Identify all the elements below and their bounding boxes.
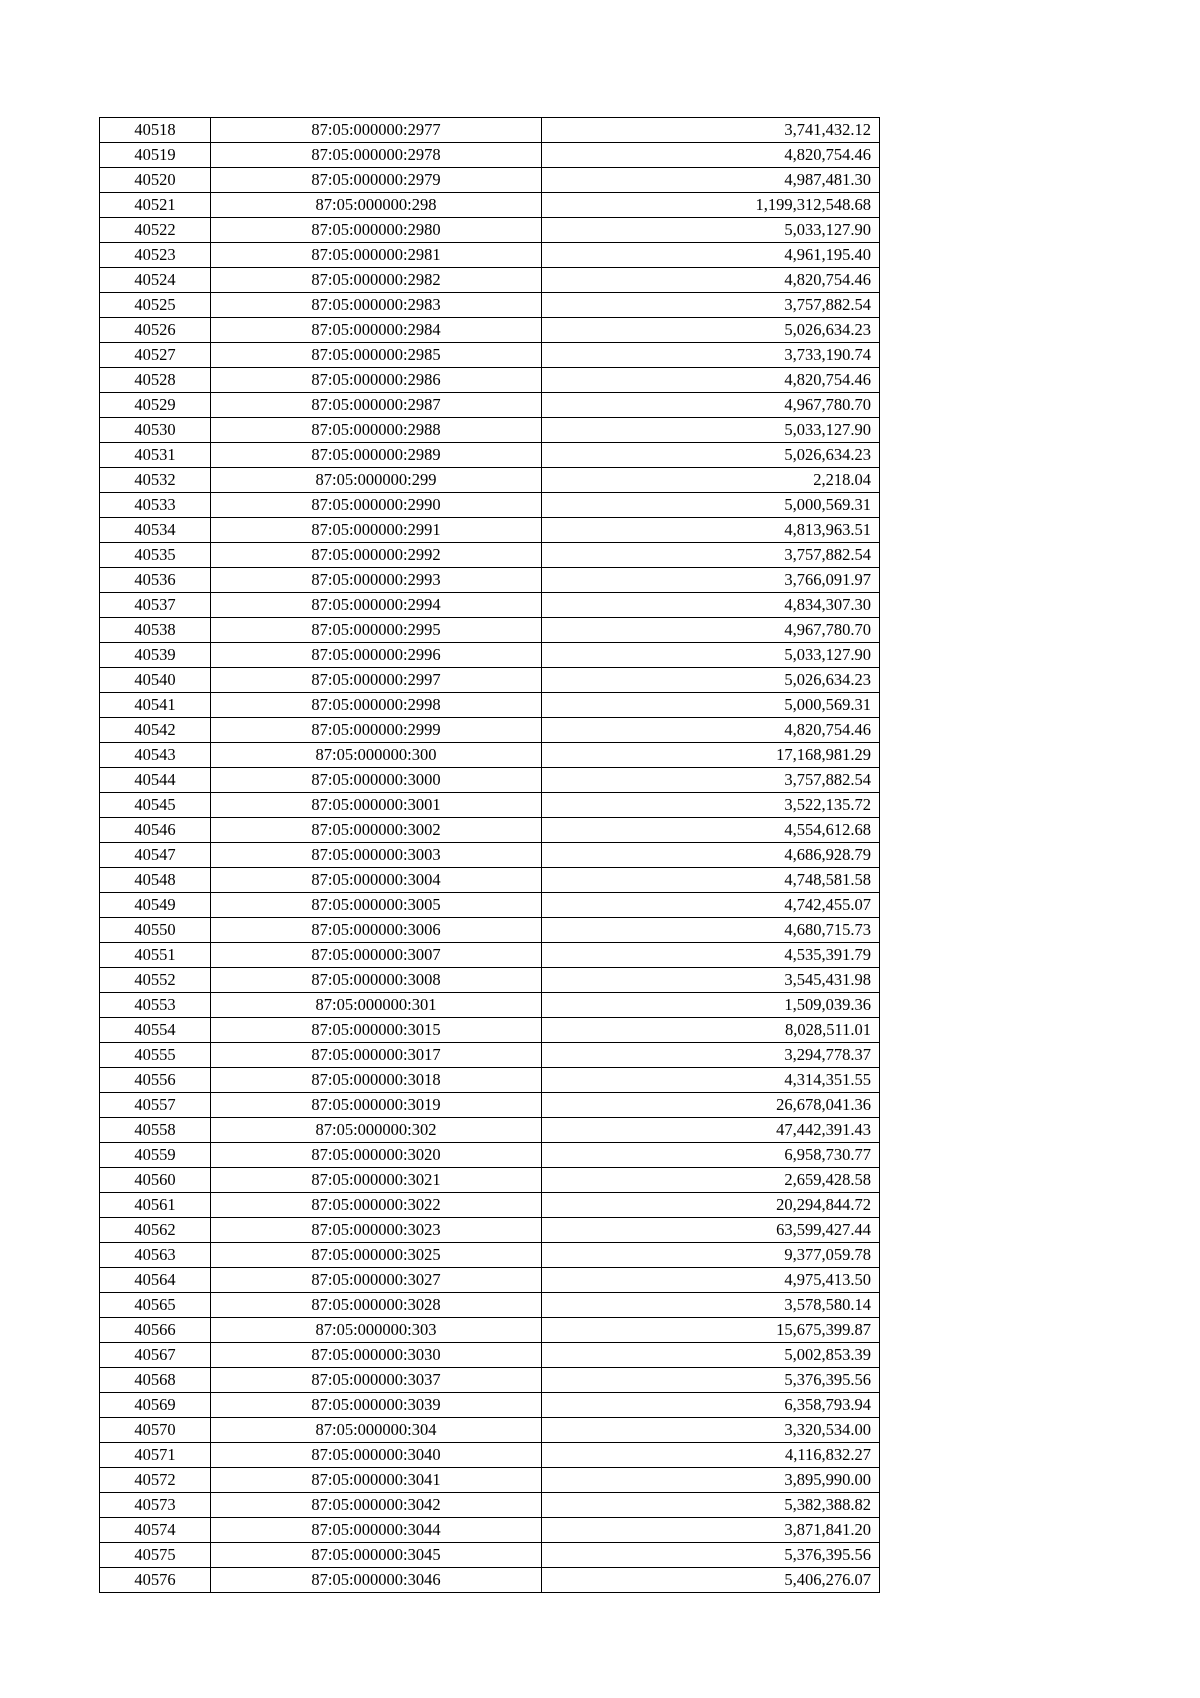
table-row [100,393,880,418]
cadastral-number-cell: 87:05:000000:2977 [211,118,542,143]
cadastral-number-cell: 87:05:000000:3030 [211,1343,542,1368]
row-number-cell: 40522 [100,218,211,243]
value-cell: 3,871,841.20 [542,1518,880,1543]
table-row [100,243,880,268]
row-number-cell: 40519 [100,143,211,168]
value-cell: 9,377,059.78 [542,1243,880,1268]
value-cell: 5,406,276.07 [542,1568,880,1593]
row-number-cell: 40571 [100,1443,211,1468]
document-page [99,117,879,1593]
value-cell: 3,522,135.72 [542,793,880,818]
value-cell: 4,686,928.79 [542,843,880,868]
cadastral-number-cell: 87:05:000000:3021 [211,1168,542,1193]
row-number-cell: 40542 [100,718,211,743]
cadastral-number-cell: 87:05:000000:3037 [211,1368,542,1393]
value-cell: 3,895,990.00 [542,1468,880,1493]
table-row [100,268,880,293]
table-row [100,468,880,493]
cadastral-number-cell: 87:05:000000:3020 [211,1143,542,1168]
value-cell: 4,820,754.46 [542,718,880,743]
row-number-cell: 40518 [100,118,211,143]
table-row [100,1468,880,1493]
row-number-cell: 40553 [100,993,211,1018]
cadastral-number-cell: 87:05:000000:2998 [211,693,542,718]
table-row [100,843,880,868]
row-number-cell: 40569 [100,1393,211,1418]
cadastral-number-cell: 87:05:000000:3023 [211,1218,542,1243]
cadastral-number-cell: 87:05:000000:3002 [211,818,542,843]
row-number-cell: 40534 [100,518,211,543]
cadastral-number-cell: 87:05:000000:2979 [211,168,542,193]
value-cell: 4,834,307.30 [542,593,880,618]
value-cell: 5,376,395.56 [542,1368,880,1393]
table-row [100,593,880,618]
table-row [100,718,880,743]
value-cell: 4,820,754.46 [542,368,880,393]
row-number-cell: 40527 [100,343,211,368]
table-row [100,618,880,643]
value-cell: 5,026,634.23 [542,443,880,468]
table-row [100,1493,880,1518]
row-number-cell: 40563 [100,1243,211,1268]
cadastral-number-cell: 87:05:000000:2994 [211,593,542,618]
table-row [100,518,880,543]
cadastral-number-cell: 87:05:000000:3015 [211,1018,542,1043]
table-row [100,968,880,993]
table-row [100,1068,880,1093]
cadastral-number-cell: 87:05:000000:3025 [211,1243,542,1268]
row-number-cell: 40537 [100,593,211,618]
row-number-cell: 40575 [100,1543,211,1568]
value-cell: 3,545,431.98 [542,968,880,993]
table-row [100,1293,880,1318]
cadastral-number-cell: 87:05:000000:2988 [211,418,542,443]
cadastral-number-cell: 87:05:000000:3044 [211,1518,542,1543]
table-row [100,143,880,168]
value-cell: 4,314,351.55 [542,1068,880,1093]
row-number-cell: 40556 [100,1068,211,1093]
cadastral-number-cell: 87:05:000000:3046 [211,1568,542,1593]
value-cell: 63,599,427.44 [542,1218,880,1243]
row-number-cell: 40552 [100,968,211,993]
value-cell: 5,000,569.31 [542,493,880,518]
table-row [100,218,880,243]
table-row [100,1568,880,1593]
table-row [100,368,880,393]
table-body [100,118,880,1593]
table-row [100,1393,880,1418]
table-row [100,443,880,468]
row-number-cell: 40567 [100,1343,211,1368]
row-number-cell: 40555 [100,1043,211,1068]
table-row [100,418,880,443]
row-number-cell: 40535 [100,543,211,568]
cadastral-value-table [99,117,880,1593]
cadastral-number-cell: 87:05:000000:2986 [211,368,542,393]
cadastral-number-cell: 87:05:000000:2990 [211,493,542,518]
cadastral-number-cell: 87:05:000000:304 [211,1418,542,1443]
table-row [100,568,880,593]
cadastral-number-cell: 87:05:000000:301 [211,993,542,1018]
table-row [100,943,880,968]
cadastral-number-cell: 87:05:000000:3027 [211,1268,542,1293]
value-cell: 5,382,388.82 [542,1493,880,1518]
table-row [100,668,880,693]
row-number-cell: 40521 [100,193,211,218]
value-cell: 17,168,981.29 [542,743,880,768]
value-cell: 4,961,195.40 [542,243,880,268]
value-cell: 3,757,882.54 [542,293,880,318]
value-cell: 2,218.04 [542,468,880,493]
table-row [100,543,880,568]
value-cell: 15,675,399.87 [542,1318,880,1343]
value-cell: 1,509,039.36 [542,993,880,1018]
table-row [100,1268,880,1293]
cadastral-number-cell: 87:05:000000:2981 [211,243,542,268]
value-cell: 3,294,778.37 [542,1043,880,1068]
table-row [100,118,880,143]
row-number-cell: 40523 [100,243,211,268]
cadastral-number-cell: 87:05:000000:3019 [211,1093,542,1118]
cadastral-number-cell: 87:05:000000:2982 [211,268,542,293]
cadastral-number-cell: 87:05:000000:3022 [211,1193,542,1218]
table-row [100,1318,880,1343]
row-number-cell: 40532 [100,468,211,493]
cadastral-number-cell: 87:05:000000:3042 [211,1493,542,1518]
cadastral-number-cell: 87:05:000000:298 [211,193,542,218]
cadastral-number-cell: 87:05:000000:2992 [211,543,542,568]
value-cell: 4,813,963.51 [542,518,880,543]
row-number-cell: 40531 [100,443,211,468]
row-number-cell: 40574 [100,1518,211,1543]
table-row [100,693,880,718]
row-number-cell: 40536 [100,568,211,593]
value-cell: 4,748,581.58 [542,868,880,893]
row-number-cell: 40568 [100,1368,211,1393]
table-row [100,743,880,768]
value-cell: 4,967,780.70 [542,393,880,418]
table-row [100,993,880,1018]
value-cell: 4,554,612.68 [542,818,880,843]
table-row [100,1093,880,1118]
value-cell: 5,376,395.56 [542,1543,880,1568]
row-number-cell: 40549 [100,893,211,918]
value-cell: 6,958,730.77 [542,1143,880,1168]
row-number-cell: 40570 [100,1418,211,1443]
cadastral-number-cell: 87:05:000000:300 [211,743,542,768]
table-row [100,1118,880,1143]
cadastral-number-cell: 87:05:000000:2989 [211,443,542,468]
cadastral-number-cell: 87:05:000000:3000 [211,768,542,793]
value-cell: 5,002,853.39 [542,1343,880,1368]
value-cell: 8,028,511.01 [542,1018,880,1043]
value-cell: 4,820,754.46 [542,143,880,168]
cadastral-number-cell: 87:05:000000:2995 [211,618,542,643]
table-row [100,918,880,943]
cadastral-number-cell: 87:05:000000:2984 [211,318,542,343]
row-number-cell: 40561 [100,1193,211,1218]
value-cell: 5,026,634.23 [542,318,880,343]
table-row [100,493,880,518]
row-number-cell: 40566 [100,1318,211,1343]
row-number-cell: 40525 [100,293,211,318]
row-number-cell: 40550 [100,918,211,943]
table-row [100,1368,880,1393]
value-cell: 3,757,882.54 [542,768,880,793]
row-number-cell: 40551 [100,943,211,968]
value-cell: 4,742,455.07 [542,893,880,918]
table-row [100,168,880,193]
cadastral-number-cell: 87:05:000000:2997 [211,668,542,693]
cadastral-number-cell: 87:05:000000:3045 [211,1543,542,1568]
table-row [100,643,880,668]
row-number-cell: 40528 [100,368,211,393]
cadastral-number-cell: 87:05:000000:3005 [211,893,542,918]
value-cell: 3,757,882.54 [542,543,880,568]
cadastral-number-cell: 87:05:000000:303 [211,1318,542,1343]
value-cell: 4,535,391.79 [542,943,880,968]
cadastral-number-cell: 87:05:000000:299 [211,468,542,493]
cadastral-number-cell: 87:05:000000:3003 [211,843,542,868]
table-row [100,818,880,843]
row-number-cell: 40557 [100,1093,211,1118]
table-row [100,768,880,793]
value-cell: 5,033,127.90 [542,643,880,668]
cadastral-number-cell: 87:05:000000:3008 [211,968,542,993]
table-row [100,1143,880,1168]
cadastral-number-cell: 87:05:000000:3001 [211,793,542,818]
value-cell: 3,320,534.00 [542,1418,880,1443]
row-number-cell: 40558 [100,1118,211,1143]
value-cell: 26,678,041.36 [542,1093,880,1118]
table-row [100,793,880,818]
table-row [100,1218,880,1243]
cadastral-number-cell: 87:05:000000:3007 [211,943,542,968]
table-row [100,293,880,318]
row-number-cell: 40554 [100,1018,211,1043]
cadastral-number-cell: 87:05:000000:2996 [211,643,542,668]
cadastral-number-cell: 87:05:000000:3018 [211,1068,542,1093]
table-row [100,1168,880,1193]
row-number-cell: 40572 [100,1468,211,1493]
cadastral-number-cell: 87:05:000000:3040 [211,1443,542,1468]
value-cell: 4,680,715.73 [542,918,880,943]
cadastral-number-cell: 87:05:000000:3006 [211,918,542,943]
row-number-cell: 40533 [100,493,211,518]
cadastral-number-cell: 87:05:000000:3039 [211,1393,542,1418]
row-number-cell: 40543 [100,743,211,768]
row-number-cell: 40564 [100,1268,211,1293]
row-number-cell: 40539 [100,643,211,668]
value-cell: 2,659,428.58 [542,1168,880,1193]
row-number-cell: 40559 [100,1143,211,1168]
row-number-cell: 40529 [100,393,211,418]
row-number-cell: 40545 [100,793,211,818]
table-row [100,1543,880,1568]
row-number-cell: 40576 [100,1568,211,1593]
cadastral-number-cell: 87:05:000000:2983 [211,293,542,318]
value-cell: 4,975,413.50 [542,1268,880,1293]
value-cell: 20,294,844.72 [542,1193,880,1218]
cadastral-number-cell: 87:05:000000:2999 [211,718,542,743]
value-cell: 3,766,091.97 [542,568,880,593]
table-row [100,868,880,893]
table-row [100,1043,880,1068]
cadastral-number-cell: 87:05:000000:2987 [211,393,542,418]
row-number-cell: 40548 [100,868,211,893]
value-cell: 3,741,432.12 [542,118,880,143]
table-row [100,1443,880,1468]
row-number-cell: 40565 [100,1293,211,1318]
table-row [100,1018,880,1043]
row-number-cell: 40544 [100,768,211,793]
row-number-cell: 40538 [100,618,211,643]
table-row [100,318,880,343]
value-cell: 5,033,127.90 [542,418,880,443]
value-cell: 5,033,127.90 [542,218,880,243]
table-row [100,1243,880,1268]
table-row [100,893,880,918]
cadastral-number-cell: 87:05:000000:3041 [211,1468,542,1493]
value-cell: 5,000,569.31 [542,693,880,718]
cadastral-number-cell: 87:05:000000:2991 [211,518,542,543]
value-cell: 6,358,793.94 [542,1393,880,1418]
cadastral-number-cell: 87:05:000000:3004 [211,868,542,893]
row-number-cell: 40547 [100,843,211,868]
row-number-cell: 40524 [100,268,211,293]
cadastral-number-cell: 87:05:000000:2985 [211,343,542,368]
value-cell: 5,026,634.23 [542,668,880,693]
value-cell: 47,442,391.43 [542,1118,880,1143]
row-number-cell: 40562 [100,1218,211,1243]
table-row [100,193,880,218]
cadastral-number-cell: 87:05:000000:302 [211,1118,542,1143]
row-number-cell: 40520 [100,168,211,193]
row-number-cell: 40530 [100,418,211,443]
value-cell: 4,967,780.70 [542,618,880,643]
row-number-cell: 40573 [100,1493,211,1518]
cadastral-number-cell: 87:05:000000:3017 [211,1043,542,1068]
value-cell: 4,116,832.27 [542,1443,880,1468]
row-number-cell: 40526 [100,318,211,343]
row-number-cell: 40540 [100,668,211,693]
value-cell: 4,820,754.46 [542,268,880,293]
table-row [100,343,880,368]
table-row [100,1518,880,1543]
table-row [100,1193,880,1218]
row-number-cell: 40560 [100,1168,211,1193]
value-cell: 1,199,312,548.68 [542,193,880,218]
table-row [100,1418,880,1443]
row-number-cell: 40541 [100,693,211,718]
value-cell: 3,578,580.14 [542,1293,880,1318]
cadastral-number-cell: 87:05:000000:2980 [211,218,542,243]
table-row [100,1343,880,1368]
cadastral-number-cell: 87:05:000000:3028 [211,1293,542,1318]
cadastral-number-cell: 87:05:000000:2993 [211,568,542,593]
row-number-cell: 40546 [100,818,211,843]
cadastral-number-cell: 87:05:000000:2978 [211,143,542,168]
value-cell: 3,733,190.74 [542,343,880,368]
value-cell: 4,987,481.30 [542,168,880,193]
